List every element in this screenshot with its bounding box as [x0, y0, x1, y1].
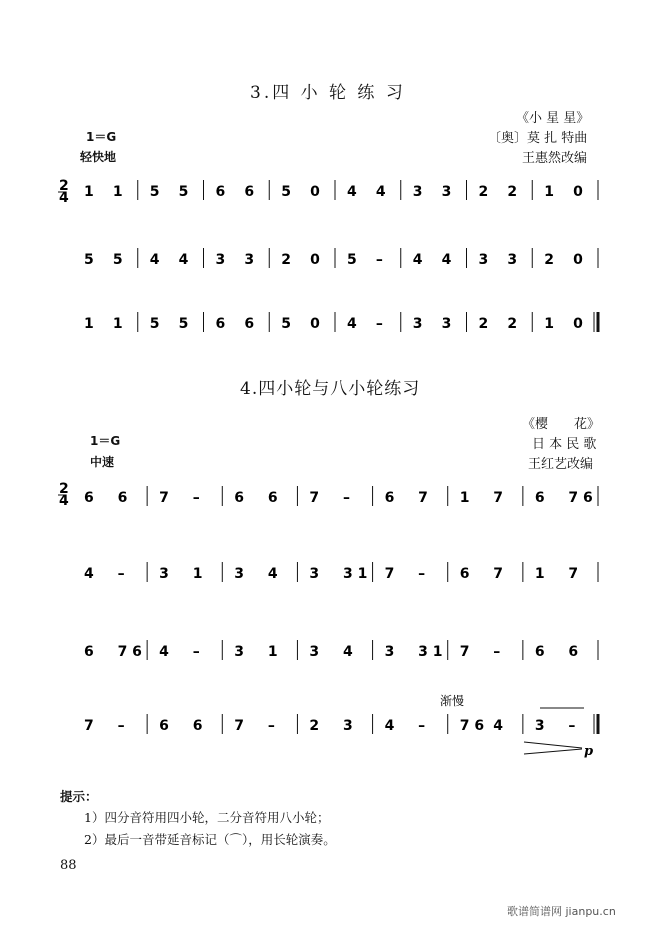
svg-text:2: 2 [59, 178, 69, 194]
measure [150, 248, 204, 268]
note: 3 [441, 184, 452, 200]
measure [281, 180, 335, 200]
note: 3 [441, 316, 452, 332]
measure [159, 640, 222, 660]
note: 7 [568, 566, 579, 582]
note: 6 [234, 490, 245, 506]
note: 4 [343, 644, 353, 660]
measure [84, 640, 147, 660]
note: 4 [84, 566, 94, 582]
note: 2 [478, 316, 489, 332]
note: 5 [178, 184, 189, 200]
measure [150, 312, 204, 332]
measure [385, 486, 448, 506]
tips-heading: 提示： [60, 789, 98, 804]
note: – [192, 644, 200, 660]
note: 7 [309, 490, 320, 506]
measure [234, 486, 297, 506]
measure [347, 248, 401, 268]
measure [544, 180, 598, 200]
measure [150, 180, 204, 200]
measure [84, 248, 138, 268]
note: 0 [573, 184, 583, 200]
gradual-mark: 渐慢 [440, 694, 465, 708]
note: 4 [347, 184, 357, 200]
measure [84, 312, 138, 332]
note: 3 [343, 718, 353, 734]
section2-arranger: 王红艺改编 [528, 457, 594, 472]
note: 3 [478, 252, 489, 268]
measure [460, 562, 523, 582]
section1-title: 3.四 小 轮 练 习 [250, 83, 406, 103]
note: 1 [112, 316, 123, 332]
note: 7 6 [459, 718, 485, 734]
note: 7 [493, 566, 504, 582]
note: 0 [573, 316, 583, 332]
section2-composer: 日 本 民 歌 [532, 437, 597, 452]
dynamic-p: p [584, 744, 594, 759]
note: 1 [192, 566, 203, 582]
section2-key: 1＝G [90, 434, 121, 448]
note: 0 [573, 252, 583, 268]
section2-title: 4.四小轮与八小轮练习 [240, 379, 421, 399]
note: 6 [534, 490, 545, 506]
section2-row-2 [84, 562, 598, 582]
note: 4 [347, 316, 357, 332]
note: 1 [267, 644, 278, 660]
note: 2 [478, 184, 489, 200]
measure [234, 714, 297, 734]
measure [535, 714, 598, 734]
note: 4 [493, 718, 504, 734]
section1-arranger: 王惠然改编 [522, 151, 588, 166]
note: 5 [84, 252, 94, 268]
measure [234, 562, 297, 582]
note: 1 [534, 566, 545, 582]
measure [460, 486, 523, 506]
note: 7 [493, 490, 504, 506]
svg-text:2: 2 [59, 481, 69, 497]
note: 3 [244, 252, 255, 268]
note: 3 [215, 252, 226, 268]
note: 5 [112, 252, 123, 268]
section1-piece: 《小 星 星》 [516, 111, 590, 126]
measure [347, 312, 401, 332]
measure [281, 248, 335, 268]
note: 3 1 [418, 644, 443, 660]
note: 4 [412, 252, 423, 268]
note: 1 [84, 184, 94, 200]
measure [460, 714, 523, 734]
note: – [343, 490, 350, 506]
note: 3 [309, 644, 320, 660]
watermark: 歌谱简谱网 jianpu.cn [507, 905, 616, 918]
note: 6 [244, 184, 255, 200]
note: 5 [347, 252, 357, 268]
note: 7 [159, 490, 169, 506]
section1-staff [0, 165, 656, 395]
note: 3 [309, 566, 320, 582]
note: 3 [234, 566, 245, 582]
note: 4 [178, 252, 189, 268]
note: – [418, 718, 426, 734]
note: 6 [192, 718, 203, 734]
note: 6 [267, 490, 278, 506]
note: 6 [215, 184, 226, 200]
measure [347, 180, 401, 200]
measure [84, 562, 147, 582]
section1-tempo: 轻快地 [80, 150, 117, 164]
measure [281, 312, 335, 332]
note: 6 [568, 644, 579, 660]
section2-piece: 《樱 花》 [522, 417, 601, 432]
measure [385, 714, 448, 734]
note: 3 [159, 566, 169, 582]
section1-row-3 [84, 312, 598, 332]
note: 2 [544, 252, 554, 268]
measure [535, 486, 598, 506]
measure [216, 180, 270, 200]
section1-row-1 [84, 180, 598, 200]
note: 7 [459, 644, 470, 660]
note: 1 [112, 184, 123, 200]
measure [413, 248, 467, 268]
note: 6 [384, 490, 395, 506]
note: 5 [178, 316, 189, 332]
note: 2 [507, 184, 518, 200]
note: 7 6 [117, 644, 142, 660]
note: – [375, 252, 383, 268]
section1-composer: 〔奥〕莫 扎 特曲 [488, 131, 588, 146]
section2-tempo: 中速 [90, 455, 115, 469]
measure [309, 640, 372, 660]
measure [216, 248, 270, 268]
note: 7 6 [568, 490, 593, 506]
note: 3 [412, 316, 423, 332]
measure [234, 640, 297, 660]
page-number: 88 [60, 858, 77, 873]
measure [216, 312, 270, 332]
note: 1 [544, 184, 554, 200]
note: – [267, 718, 275, 734]
note: 5 [149, 184, 160, 200]
note: 6 [84, 490, 94, 506]
section1-key: 1＝G [86, 130, 117, 144]
section2-row-4 [84, 714, 598, 734]
note: 6 [244, 316, 255, 332]
note: 1 [459, 490, 470, 506]
section2-staff [0, 470, 656, 780]
note: 1 [544, 316, 554, 332]
note: 4 [149, 252, 160, 268]
measure [413, 312, 467, 332]
note: – [117, 566, 125, 582]
tip-item-2: 2）最后一音带延音标记（⌒），用长轮演奏。 [84, 832, 336, 847]
measure [535, 562, 598, 582]
measure [385, 640, 448, 660]
measure [84, 180, 138, 200]
note: – [117, 718, 125, 734]
note: 2 [309, 718, 320, 734]
note: 5 [149, 316, 160, 332]
note: – [375, 316, 383, 332]
note: 3 [234, 644, 245, 660]
measure [309, 486, 372, 506]
measure [413, 180, 467, 200]
tip-item-1: 1）四分音符用四小轮，二分音符用八小轮； [84, 810, 330, 825]
note: 7 [234, 718, 245, 734]
note: 3 [534, 718, 545, 734]
note: 6 [159, 718, 169, 734]
measure [84, 714, 147, 734]
note: 6 [215, 316, 226, 332]
note: – [192, 490, 200, 506]
note: 4 [375, 184, 386, 200]
measure [460, 640, 523, 660]
note: 6 [117, 490, 128, 506]
measure [84, 486, 147, 506]
note: 7 [84, 718, 94, 734]
note: 7 [384, 566, 395, 582]
note: 4 [267, 566, 278, 582]
note: 4 [441, 252, 452, 268]
measure [479, 180, 533, 200]
note: 7 [418, 490, 428, 506]
note: 3 1 [343, 566, 368, 582]
time-signature [58, 178, 69, 206]
measure [479, 248, 533, 268]
section2-row-3 [84, 640, 598, 660]
note: 2 [281, 252, 291, 268]
note: 5 [281, 184, 291, 200]
note: 5 [281, 316, 291, 332]
note: 3 [384, 644, 395, 660]
svg-text:4: 4 [59, 190, 69, 206]
section1-row-2 [84, 248, 598, 268]
note: – [493, 644, 501, 660]
note: 2 [507, 316, 518, 332]
measure [309, 714, 372, 734]
note: 0 [310, 252, 320, 268]
section2-row-1 [84, 486, 598, 506]
measure [535, 640, 598, 660]
measure [544, 312, 598, 332]
note: 4 [384, 718, 395, 734]
svg-text:4: 4 [59, 493, 69, 509]
note: 0 [310, 184, 320, 200]
measure [479, 312, 533, 332]
note: 6 [534, 644, 545, 660]
note: 4 [159, 644, 169, 660]
note: 0 [310, 316, 320, 332]
measure [159, 486, 222, 506]
note: 3 [507, 252, 518, 268]
time-signature [58, 481, 69, 509]
measure [159, 562, 222, 582]
measure [544, 248, 598, 268]
note: – [568, 718, 576, 734]
note: 3 [412, 184, 423, 200]
note: 1 [84, 316, 94, 332]
measure [385, 562, 448, 582]
note: – [418, 566, 426, 582]
measure [159, 714, 222, 734]
note: 6 [459, 566, 470, 582]
measure [309, 562, 372, 582]
note: 6 [84, 644, 94, 660]
